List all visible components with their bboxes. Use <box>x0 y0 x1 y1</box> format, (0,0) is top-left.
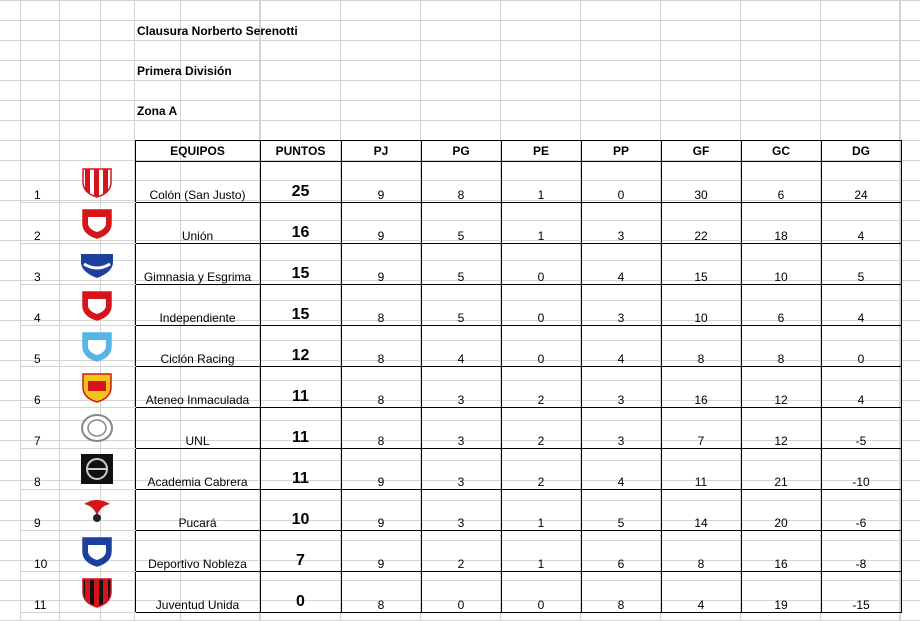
goals-against-cell[interactable]: 20 <box>741 490 821 531</box>
column-header-lost[interactable]: PP <box>581 141 661 162</box>
lost-cell[interactable]: 4 <box>581 326 661 367</box>
drawn-cell[interactable]: 2 <box>501 408 581 449</box>
goals-for-cell[interactable]: 15 <box>661 244 741 285</box>
goals-against-cell[interactable]: 16 <box>741 531 821 572</box>
played-cell[interactable]: 8 <box>341 326 421 367</box>
won-cell[interactable]: 3 <box>421 490 501 531</box>
goals-against-cell[interactable]: 18 <box>741 203 821 244</box>
lost-cell[interactable]: 3 <box>581 203 661 244</box>
goal-diff-cell[interactable]: 0 <box>821 326 901 367</box>
goals-against-cell[interactable]: 12 <box>741 367 821 408</box>
points-cell[interactable]: 11 <box>260 408 341 449</box>
team-name-cell[interactable]: Independiente <box>135 285 260 326</box>
goal-diff-cell[interactable]: 4 <box>821 203 901 244</box>
tournament-title[interactable]: Clausura Norberto Serenotti <box>137 24 298 38</box>
lost-cell[interactable]: 3 <box>581 367 661 408</box>
team-crest-icon <box>60 203 135 244</box>
drawn-cell[interactable]: 2 <box>501 449 581 490</box>
goals-against-cell[interactable]: 10 <box>741 244 821 285</box>
position-cell[interactable]: 10 <box>20 531 60 572</box>
team-crest-icon <box>60 572 135 613</box>
column-header-goal-diff[interactable]: DG <box>821 141 901 162</box>
table-header-row <box>20 141 901 162</box>
goals-for-cell[interactable]: 22 <box>661 203 741 244</box>
goal-diff-cell[interactable]: -10 <box>821 449 901 490</box>
position-cell[interactable]: 1 <box>20 162 60 203</box>
won-cell[interactable]: 0 <box>421 572 501 613</box>
played-cell[interactable]: 8 <box>341 572 421 613</box>
column-header-points[interactable]: PUNTOS <box>260 141 341 162</box>
team-crest-icon <box>60 408 135 449</box>
position-cell[interactable]: 11 <box>20 572 60 613</box>
lost-cell[interactable]: 5 <box>581 490 661 531</box>
team-crest-icon <box>60 367 135 408</box>
played-cell[interactable]: 9 <box>341 531 421 572</box>
goals-against-cell[interactable]: 6 <box>741 285 821 326</box>
goals-for-cell[interactable]: 11 <box>661 449 741 490</box>
column-header-drawn[interactable]: PE <box>501 141 581 162</box>
position-cell[interactable]: 9 <box>20 490 60 531</box>
table-row <box>20 244 901 285</box>
lost-cell[interactable]: 8 <box>581 572 661 613</box>
goal-diff-cell[interactable]: 24 <box>821 162 901 203</box>
table-row <box>20 285 901 326</box>
table-row <box>20 408 901 449</box>
lost-cell[interactable]: 6 <box>581 531 661 572</box>
points-cell[interactable]: 25 <box>260 162 341 203</box>
drawn-cell[interactable]: 1 <box>501 490 581 531</box>
goals-against-cell[interactable]: 12 <box>741 408 821 449</box>
points-cell[interactable]: 15 <box>260 285 341 326</box>
goals-for-cell[interactable]: 14 <box>661 490 741 531</box>
position-cell[interactable]: 4 <box>20 285 60 326</box>
points-cell[interactable]: 11 <box>260 367 341 408</box>
points-cell[interactable]: 12 <box>260 326 341 367</box>
drawn-cell[interactable]: 1 <box>501 162 581 203</box>
division-label[interactable]: Primera División <box>137 64 232 78</box>
table-row <box>20 449 901 490</box>
team-name-cell[interactable]: Academia Cabrera <box>135 449 260 490</box>
drawn-cell[interactable]: 0 <box>501 285 581 326</box>
drawn-cell[interactable]: 0 <box>501 326 581 367</box>
position-cell[interactable]: 7 <box>20 408 60 449</box>
goals-for-cell[interactable]: 8 <box>661 531 741 572</box>
team-name-cell[interactable]: Gimnasia y Esgrima <box>135 244 260 285</box>
column-header-won[interactable]: PG <box>421 141 501 162</box>
column-header-teams[interactable]: EQUIPOS <box>135 141 260 162</box>
goals-against-cell[interactable]: 6 <box>741 162 821 203</box>
goals-for-cell[interactable]: 8 <box>661 326 741 367</box>
goal-diff-cell[interactable]: -15 <box>821 572 901 613</box>
table-row <box>20 162 901 203</box>
table-row <box>20 572 901 613</box>
won-cell[interactable]: 5 <box>421 285 501 326</box>
lost-cell[interactable]: 4 <box>581 244 661 285</box>
won-cell[interactable]: 5 <box>421 203 501 244</box>
points-cell[interactable]: 10 <box>260 490 341 531</box>
column-header-played[interactable]: PJ <box>341 141 421 162</box>
goals-for-cell[interactable]: 4 <box>661 572 741 613</box>
table-row <box>20 326 901 367</box>
won-cell[interactable]: 8 <box>421 162 501 203</box>
team-name-cell[interactable]: Pucará <box>135 490 260 531</box>
column-header-goals-against[interactable]: GC <box>741 141 821 162</box>
team-name-cell[interactable]: UNL <box>135 408 260 449</box>
standings-table <box>20 140 902 613</box>
drawn-cell[interactable]: 0 <box>501 244 581 285</box>
played-cell[interactable]: 8 <box>341 285 421 326</box>
header-blank <box>20 141 60 162</box>
points-cell[interactable]: 7 <box>260 531 341 572</box>
played-cell[interactable]: 9 <box>341 244 421 285</box>
goals-for-cell[interactable]: 16 <box>661 367 741 408</box>
goal-diff-cell[interactable]: 4 <box>821 367 901 408</box>
points-cell[interactable]: 16 <box>260 203 341 244</box>
won-cell[interactable]: 3 <box>421 449 501 490</box>
table-row <box>20 490 901 531</box>
points-cell[interactable]: 0 <box>260 572 341 613</box>
won-cell[interactable]: 3 <box>421 367 501 408</box>
team-crest-icon <box>60 531 135 572</box>
team-name-cell[interactable]: Colón (San Justo) <box>135 162 260 203</box>
table-row <box>20 203 901 244</box>
team-crest-icon <box>60 285 135 326</box>
team-name-cell[interactable]: Deportivo Nobleza <box>135 531 260 572</box>
goal-diff-cell[interactable]: -8 <box>821 531 901 572</box>
goals-for-cell[interactable]: 30 <box>661 162 741 203</box>
goal-diff-cell[interactable]: -6 <box>821 490 901 531</box>
position-cell[interactable]: 8 <box>20 449 60 490</box>
team-name-cell[interactable]: Ateneo Inmaculada <box>135 367 260 408</box>
drawn-cell[interactable]: 0 <box>501 572 581 613</box>
position-cell[interactable]: 6 <box>20 367 60 408</box>
won-cell[interactable]: 2 <box>421 531 501 572</box>
goals-for-cell[interactable]: 7 <box>661 408 741 449</box>
goal-diff-cell[interactable]: 5 <box>821 244 901 285</box>
points-cell[interactable]: 15 <box>260 244 341 285</box>
team-name-cell[interactable]: Unión <box>135 203 260 244</box>
table-row <box>20 367 901 408</box>
lost-cell[interactable]: 4 <box>581 449 661 490</box>
played-cell[interactable]: 9 <box>341 162 421 203</box>
column-header-goals-for[interactable]: GF <box>661 141 741 162</box>
won-cell[interactable]: 5 <box>421 244 501 285</box>
team-crest-icon <box>60 490 135 531</box>
position-cell[interactable]: 3 <box>20 244 60 285</box>
drawn-cell[interactable]: 1 <box>501 531 581 572</box>
goal-diff-cell[interactable]: 4 <box>821 285 901 326</box>
lost-cell[interactable]: 0 <box>581 162 661 203</box>
played-cell[interactable]: 8 <box>341 408 421 449</box>
team-crest-icon <box>60 162 135 203</box>
header-blank <box>60 141 135 162</box>
won-cell[interactable]: 4 <box>421 326 501 367</box>
position-cell[interactable]: 2 <box>20 203 60 244</box>
team-name-cell[interactable]: Juventud Unida <box>135 572 260 613</box>
played-cell[interactable]: 9 <box>341 203 421 244</box>
team-crest-icon <box>60 244 135 285</box>
zone-label[interactable]: Zona A <box>137 104 178 118</box>
lost-cell[interactable]: 3 <box>581 408 661 449</box>
team-crest-icon <box>60 449 135 490</box>
drawn-cell[interactable]: 2 <box>501 367 581 408</box>
goals-against-cell[interactable]: 8 <box>741 326 821 367</box>
goals-against-cell[interactable]: 21 <box>741 449 821 490</box>
won-cell[interactable]: 3 <box>421 408 501 449</box>
goals-for-cell[interactable]: 10 <box>661 285 741 326</box>
played-cell[interactable]: 9 <box>341 490 421 531</box>
played-cell[interactable]: 9 <box>341 449 421 490</box>
drawn-cell[interactable]: 1 <box>501 203 581 244</box>
position-cell[interactable]: 5 <box>20 326 60 367</box>
points-cell[interactable]: 11 <box>260 449 341 490</box>
table-row <box>20 531 901 572</box>
played-cell[interactable]: 8 <box>341 367 421 408</box>
team-name-cell[interactable]: Ciclón Racing <box>135 326 260 367</box>
goal-diff-cell[interactable]: -5 <box>821 408 901 449</box>
team-crest-icon <box>60 326 135 367</box>
goals-against-cell[interactable]: 19 <box>741 572 821 613</box>
lost-cell[interactable]: 3 <box>581 285 661 326</box>
